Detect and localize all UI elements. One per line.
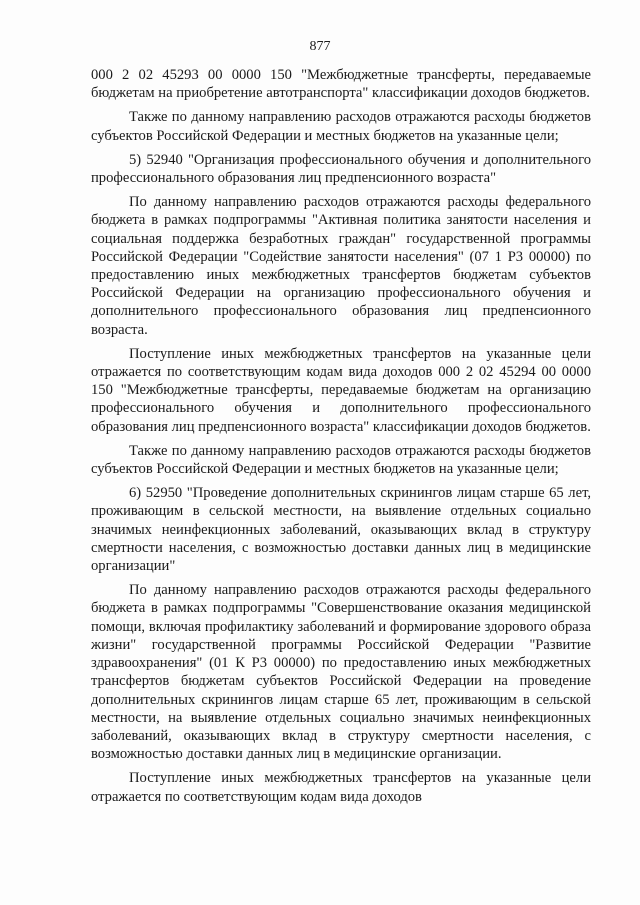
paragraph-9: Поступление иных межбюджетных трансфертов на указанные цели отражается по соответствующим кодам вида доходов (91, 770, 591, 805)
paragraph-5: Поступление иных межбюджетных трансфертов на указанные цели отражается по соответствующим кодам вида доходов 000 2 02 45294 00 0000 150 "Межбюджетные трансферты, передаваемые бюджетам на организацию профессионального обучения и дополнительного профессионального образования лиц предпенсионного возраста" классификации доходов бюджетов. (91, 345, 591, 435)
paragraph-3: 5) 52940 "Организация профессионального обучения и дополнительного профессионального образования лиц предпенсионного возраста" (91, 151, 591, 187)
page-number: 877 (309, 39, 331, 54)
document-body (91, 66, 591, 806)
paragraph-4: По данному направлению расходов отражаются расходы федерального бюджета в рамках подпрограммы "Активная политика занятости населения и социальная поддержка безработных граждан" государственной программы Российской Федерации "Содействие занятости населения" (07 1 Р3 00000) по предоставлению иных межбюджетных трансфертов бюджетам субъектов Российской Федерации на организацию профессионального обучения и дополнительного профессионального образования лиц предпенсионного возраста. (91, 194, 591, 338)
paragraph-2: Также по данному направлению расходов отражаются расходы бюджетов субъектов Российской Федерации и местных бюджетов на указанные цели; (91, 109, 591, 144)
paragraph-6: Также по данному направлению расходов отражаются расходы бюджетов субъектов Российской Федерации и местных бюджетов на указанные цели; (91, 442, 591, 478)
paragraph-8: По данному направлению расходов отражаются расходы федерального бюджета в рамках подпрограммы "Совершенствование оказания медицинской помощи, включая профилактику заболеваний и формирование здорового образа жизни" государственной программы Российской Федерации "Развитие здравоохранения" (01 К Р3 00000) по предоставлению иных межбюджетных трансфертов бюджетам субъектов Российской Федерации на проведение дополнительных скринингов лицам старше 65 лет, проживающим в сельской местности, на выявление отдельных социально значимых неинфекционных заболеваний, оказывающих вклад в структуру смертности населения, с возможностью доставки данных лиц в медицинские организации. (91, 582, 591, 763)
paragraph-1: 000 2 02 45293 00 0000 150 "Межбюджетные трансферты, передаваемые бюджетам на приобретение автотранспорта" классификации доходов бюджетов. (91, 67, 591, 102)
paragraph-7: 6) 52950 "Проведение дополнительных скринингов лицам старше 65 лет, проживающим в сельской местности, на выявление отдельных социально значимых неинфекционных заболеваний, оказывающих вклад в структуру смертности населения, с возможностью доставки данных лиц в медицинские организации" (91, 485, 591, 575)
